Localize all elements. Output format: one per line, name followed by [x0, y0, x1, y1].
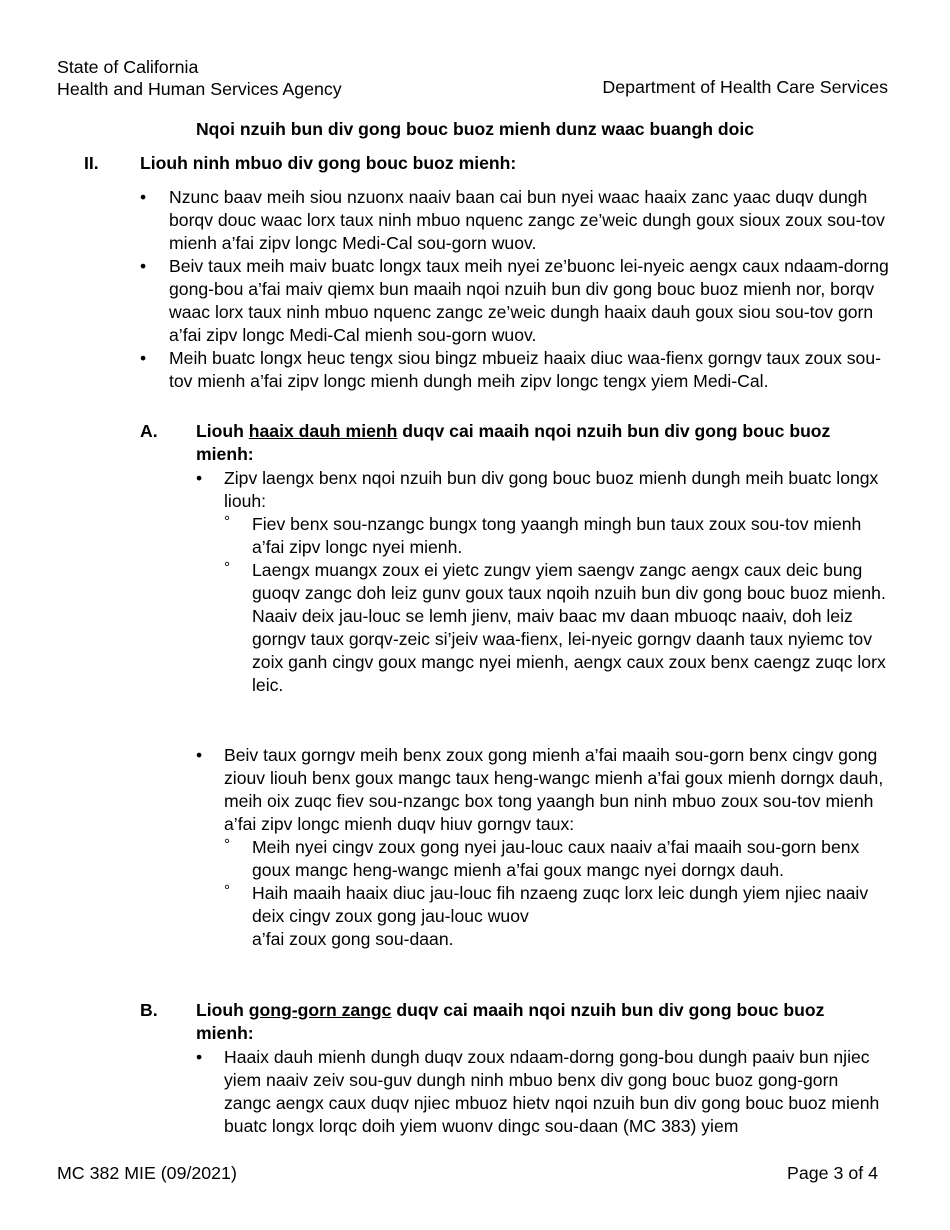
- subsection-a-heading: [196, 420, 886, 466]
- list-item: • Nzunc baav meih siou nzuonx naaiv baan cai bun nyei waac haaix zanc yaac duqv dungh borqv douc waac lorx taux ninh mbuo nquenc zangc ze’weic dungh goux sioux zoux sou-tov mienh a’fai zipv longc Medi-Cal sou-gorn wuov.: [140, 186, 900, 255]
- page-number: Page 3 of 4: [787, 1163, 878, 1183]
- sub-list-item-text: Haih maaih haaix diuc jau-louc fih nzaeng zuqc lorx leic dungh yiem njiec naaiv deix cingv zoux gong jau-louc wuov: [252, 883, 869, 926]
- heading-text: Liouh: [196, 1000, 249, 1020]
- list-item: • Beiv taux meih maiv buatc longx taux meih nyei ze’buonc lei-nyeic aengx caux ndaam-dorng gong-bou a’fai maiv qiemx bun maaih nqoi nzuih bun div gong bouc buoz mienh nor, borqv waac lorx taux ninh mbuo nquenc zangc ze’weic dungh haaix dauh goux siou sou-tov gorn a’fai zipv longc Medi-Cal mienh sou-gorn wuov.: [140, 255, 900, 347]
- list-item-text: Zipv laengx benx nqoi nzuih bun div gong bouc buoz mienh dungh meih buatc longx liouh:: [224, 468, 879, 511]
- agency-header: [57, 56, 342, 100]
- list-item: • Meih buatc longx heuc tengx siou bingz mbueiz haaix diuc waa-fienx gorngv taux zoux sou-tov mienh a’fai zipv longc mienh dungh meih zipv longc tengx yiem Medi-Cal.: [140, 347, 900, 393]
- sub-list-item: ° Meih nyei cingv zoux gong nyei jau-louc caux naaiv a’fai maaih sou-gorn benx goux mangc heng-wangc mienh a’fai goux mangc nyei dorngx dauh.: [224, 836, 886, 882]
- subsection-b-letter: B.: [140, 1000, 158, 1020]
- sub-list-item: ° Laengx muangx zoux ei yietc zungv yiem saengv zangc aengx caux deic bung guoqv zangc doh leiz gunv goux taux nqoih nzuih bun div gong bouc buoz mienh. Naaiv deix jau-louc se lemh jienv, maiv baac mv daan mbuoqc naaiv, doh leiz gorngv taux gorqv-zeic si’jeiv waa-fienx, lei-nyeic gorngv daanh taux nyiemc tov zoix ganh cingv goux mangc nyei mienh, aengx caux zoux benx caengz zuqc lorx leic.: [224, 559, 886, 697]
- subsection-a-letter: A.: [140, 421, 158, 441]
- agency-name: Health and Human Services Agency: [57, 79, 342, 99]
- subsection-b-list: [196, 1046, 886, 1138]
- list-item: [196, 744, 886, 951]
- section-bullet-list: [140, 186, 900, 393]
- document-title: Nqoi nzuih bun div gong bouc buoz mienh dunz waac buangh doic: [195, 119, 755, 139]
- sub-list-item: ° Fiev benx sou-nzangc bungx tong yaangh mingh bun taux zoux sou-tov mienh a’fai zipv longc nyei mienh.: [224, 513, 886, 559]
- heading-underlined-text: haaix dauh mienh: [248, 421, 398, 441]
- section-number: II.: [84, 153, 99, 173]
- heading-text: Liouh: [196, 421, 249, 441]
- heading-underlined-text: gong-gorn zangc: [248, 1000, 392, 1020]
- state-name: State of California: [57, 57, 199, 77]
- list-item: • Haaix dauh mienh dungh duqv zoux ndaam-dorng gong-bou dungh paaiv bun njiec yiem naaiv zeiv sou-guv dungh ninh mbuo benx div gong bouc buoz gong-gorn zangc aengx caux duqv njiec mbuoz hietv nqoi nzuih bun div gong bouc buoz mienh buatc longx lorqc doih yiem wuonv dingc sou-daan (MC 383) yiem: [196, 1046, 886, 1138]
- section-title: Liouh ninh mbuo div gong bouc buoz mienh:: [140, 153, 517, 173]
- heading-text: duqv cai maaih nqoi nzuih bun div gong bouc buoz mienh:: [196, 1000, 825, 1043]
- list-item: [196, 467, 886, 697]
- sub-list: [224, 836, 886, 951]
- subsection-b-heading: [196, 999, 886, 1045]
- subsection-a-list-1: [196, 467, 886, 697]
- sub-list-item: [224, 882, 886, 951]
- form-id: MC 382 MIE (09/2021): [57, 1163, 237, 1183]
- heading-text: duqv cai maaih nqoi nzuih bun div gong bouc buoz mienh:: [196, 421, 831, 464]
- subsection-a-list-2: [196, 744, 886, 951]
- department-name: Department of Health Care Services: [602, 77, 888, 97]
- sub-list: [224, 513, 886, 697]
- list-item-text: Beiv taux gorngv meih benx zoux gong mienh a’fai maaih sou-gorn benx cingv gong ziouv liouh benx goux mangc taux heng-wangc mienh a’fai goux mienh dorngx dauh, meih oix zuqc fiev sou-nzangc box tong yaangh bun ninh mbuo zoux sou-tov mienh a’fai zipv longc mienh duqv hiuv gorngv taux:: [224, 745, 884, 834]
- sub-list-item-text: a’fai zoux gong sou-daan.: [252, 929, 454, 949]
